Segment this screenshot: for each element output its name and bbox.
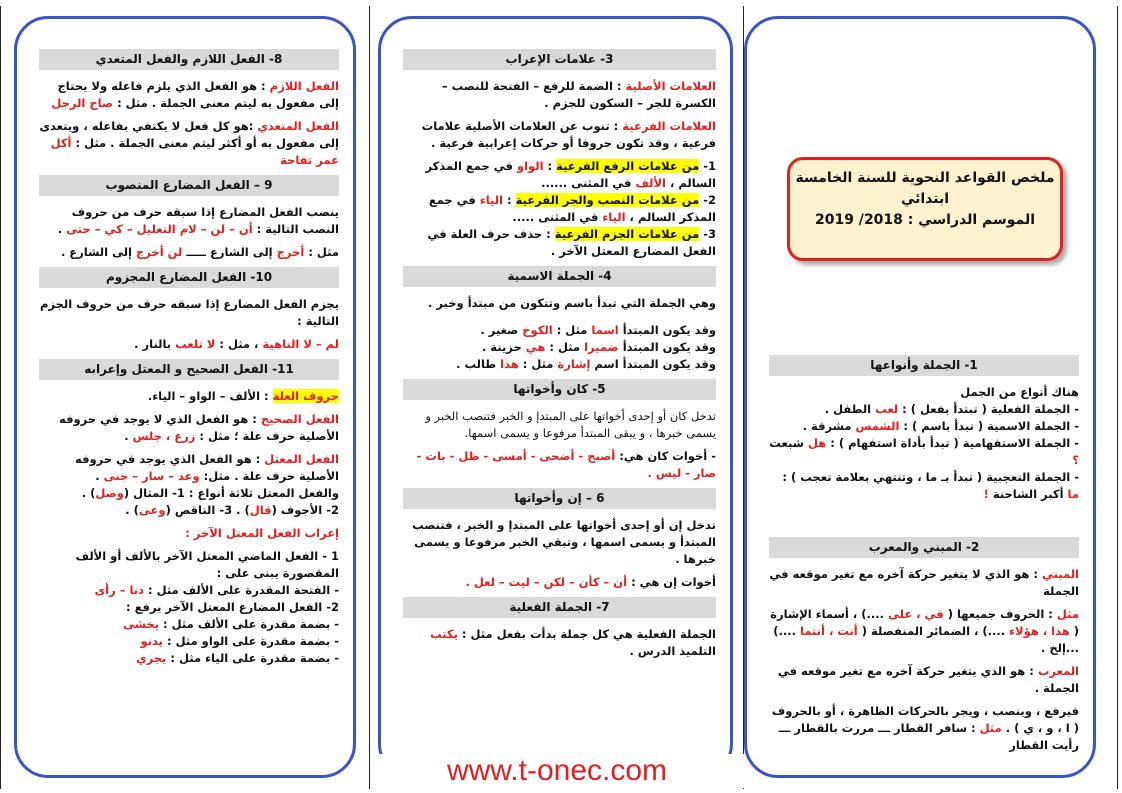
panel-right — [744, 6, 1118, 789]
section-7-title: 7- الجملة الفعلية — [403, 597, 716, 618]
murab-examples: فيرفع ، وينصب ، ويجر بالحركات الظاهرة ، أو بالحروف ( ا ، و ، ي ) . مثل : سافر القطار ـــ مررت بالقطار ـــ رأيت القطار — [771, 704, 1079, 752]
mutal-paragraph: الفعل المعتل : هو الفعل الذي يوجد في حروفه الأصلية حرف علة . مثل: وعد – سار – جنى . — [75, 452, 339, 483]
kana-def: تدخل كان أو إحدى أخواتها على المبتدإ و الخبر فتنصب الخبر و يسمى خبرها ، و يبقى المبتدأ مرفوعا و يسمى اسمها. — [425, 409, 716, 440]
section-8-title: 8- الفعل اللازم والفعل المتعدي — [39, 49, 339, 70]
murab-def: المعرب : هو الذي يتغير حركة آخره مع تغير موقعه في الجملة . — [777, 664, 1079, 695]
irab-2c: - بضمة مقدرة على الياء مثل : يجري — [136, 651, 339, 665]
section-6-title: 6 – إن وأخواتها — [403, 488, 716, 509]
mabni-def: المبني : هو الذي لا يتغير حركة آخره مع تغير موقعه في الجملة — [769, 567, 1079, 598]
mabni-examples: مثل : الحروف جميعها ( في ، على ....) ، أسماء الإشارة ( هذا ، هؤلاء ....) ، الضمائر المنفصلة ( أنت ، أنتما ....) ...إلخ . — [770, 607, 1079, 655]
lazim-paragraph: الفعل اللازم : هو الفعل الذي يلزم فاعله ولا يحتاج إلى مفعول به ليتم معنى الجملة . مثل : صاح الرجل — [51, 79, 339, 110]
jumla-istifhamiya: - الجملة الاستفهامية ( تبدأ بأداة استفهام ) : هل شبعت ؟ — [769, 436, 1079, 467]
kana-list: - أخوات كان هي: أصبح - أضحى - أمسى - ظل - بات - صار - ليس . — [416, 449, 716, 480]
ismiya-def: وهي الجملة التي تبدأ باسم وتتكون من مبتدأ وخبر . — [428, 296, 716, 310]
content-middle — [403, 43, 716, 666]
inna-list: أخوات إن هي : أن – كأن – لكن – ليت – لعل . — [465, 575, 716, 589]
mubtada-damir: وقد يكون المبتدأ ضميرا مثل : هي حزينة . — [481, 340, 716, 354]
fariya-paragraph: العلامات الفرعية : تنوب عن العلامات الأصلية علامات فرعية ، وقد تكون حروفا أو حركات إعرابية فرعية . — [421, 119, 716, 150]
panel-left — [0, 6, 370, 789]
inna-def: تدخل إن أو إحدى أخواتها على المبتدإ و الخبر ، فتنصب المبتدأ و يسمى اسمها ، وتبقي الخبر مرفوعا و يسمى خبرها . — [412, 518, 716, 566]
section-1-title: 1- الجملة وأنواعها — [769, 355, 1079, 376]
jumal-intro: هناك أنواع من الجمل — [960, 385, 1079, 399]
irab-2: 2- الفعل المضارع المعتل الآخر يرفع : — [125, 600, 339, 614]
nasb-example: مثل : أخرج إلى الشارع ـــــ لن أخرج إلى الشارع . — [60, 245, 339, 259]
jazm-secondary: 3- من علامات الجزم الفرعية : حذف حرف العلة في الفعل المضارع المعتل الآخر . — [427, 227, 716, 258]
section-10-title: 10- الفعل المضارع المجزوم — [39, 267, 339, 288]
jazm-paragraph: يجزم الفعل المضارع إذا سبقه حرف من حروف الجزم التالية : — [40, 297, 339, 328]
irab-1a: - الفتحة المقدرة على الألف مثل : دنا – رأى — [94, 583, 339, 597]
irab-title: إعراب الفعل المعتل الآخر : — [185, 526, 339, 540]
jumla-taajjubiya: - الجملة التعجبية ( تبدأ بـ ما ، وتنتهي بعلامة تعجب ) : ما أكبر الشاحنة ! — [782, 470, 1079, 501]
document-title-box — [787, 157, 1063, 261]
nasb-paragraph: ينصب الفعل المضارع إذا سبقه حرف من حروف النصب التالية : أن – لن – لام التعليل – كي – حتى . — [57, 205, 339, 236]
jazm-example: لم – لا الناهية ، مثل : لا تلعب بالنار . — [134, 337, 339, 351]
section-4-title: 4- الجملة الاسمية — [403, 266, 716, 287]
section-11-title: 11- الفعل الصحيح و المعتل وإعرابه — [39, 359, 339, 380]
mutaadi-paragraph: الفعل المتعدي :هو كل فعل لا يكتفي بفاعله ، ويتعدى إلى مفعول به أو أكثر ليتم معنى الجملة . مثل : أكل عمر تفاحة — [39, 119, 339, 167]
card-right — [744, 16, 1096, 778]
irab-2a: - بضمة مقدرة على الألف مثل : يخشى — [123, 617, 339, 631]
content-right — [769, 349, 1079, 760]
illa-letters: حروف العلة : الألف – الواو – الياء. — [147, 389, 339, 403]
title-line-3: الموسم الدراسي : 2018/ 2019 — [814, 212, 1036, 228]
mubtada-ism: وقد يكون المبتدأ اسما مثل : الكوخ صغير . — [480, 323, 716, 337]
content-left — [39, 43, 339, 673]
section-3-title: 3- علامات الإعراب — [403, 49, 716, 70]
filiya-def: الجملة الفعلية هي كل جملة بدأت بفعل مثل : يكتب التلميذ الدرس . — [430, 627, 716, 658]
mutal-types-1: والفعل المعتل ثلاثة أنواع : 1- المثال (وصل) . — [81, 486, 339, 500]
raf-secondary: 1- من علامات الرفع الفرعية : الواو في جمع المذكر السالم ، الألف في المثنى ...... — [425, 159, 716, 190]
nasb-jarr-secondary: 2- من علامات النصب والجر الفرعية : الياء في جمع المذكر السالم ، الياء في المثنى ..... — [428, 193, 716, 224]
jumla-ismiya: - الجملة الاسمية ( تبدأ باسم ) : الشمس مشرقة . — [802, 419, 1079, 433]
jumla-filiya: - الجملة الفعلية ( تبتدأ بفعل ) : لعب الطفل . — [824, 402, 1079, 416]
irab-1: 1 - الفعل الماضي المعتل الآخر بالألف أو الألف المقصورة يبنى على : — [75, 549, 339, 580]
card-middle — [378, 16, 733, 778]
section-9-title: 9 – الفعل المضارع المنصوب — [39, 175, 339, 196]
sahih-paragraph: الفعل الصحيح : هو الفعل الذي لا يوجد في حروفه الأصلية حرف علة ؛ مثل : زرع ، جلس . — [58, 412, 339, 443]
card-left — [14, 16, 356, 778]
asliya-paragraph: العلامات الأصلية : الضمة للرفع – الفتحة للنصب – الكسرة للجر – السكون للجزم . — [441, 79, 716, 110]
section-2-title: 2- المبني والمعرب — [769, 537, 1079, 558]
title-line-1: ملخص القواعد النحوية للسنة الخامسة — [795, 170, 1055, 186]
panel-middle — [370, 6, 744, 789]
irab-2b: - بضمة مقدرة على الواو مثل : يدنو — [140, 634, 339, 648]
mutal-types-2: 2- الأجوف (قال) . 3- الناقص (وعى) . — [125, 503, 339, 517]
website-footer: www.t-onec.com — [370, 754, 744, 788]
title-line-2: ابتدائي — [900, 191, 950, 207]
section-5-title: 5- كان وأخواتها — [403, 379, 716, 400]
mubtada-ishara: وقد يكون المبتدأ اسم إشارة مثل : هذا طالب . — [456, 357, 716, 371]
